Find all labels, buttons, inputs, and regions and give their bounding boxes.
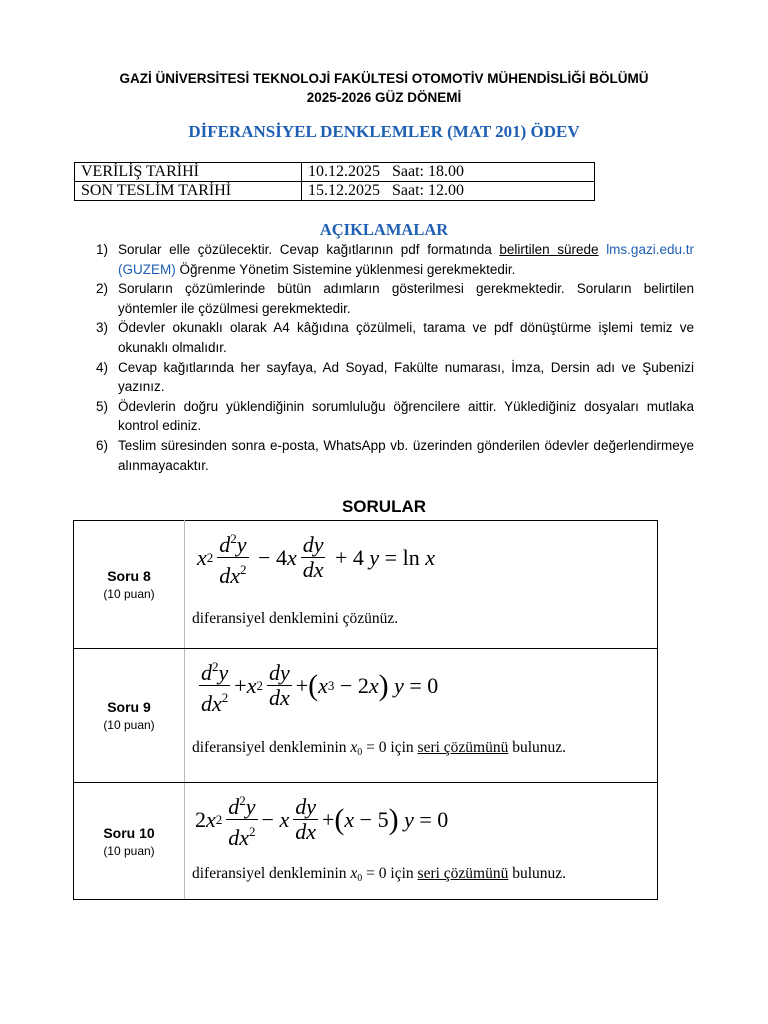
list-item (96, 358, 694, 397)
text-part: bulunuz. (508, 739, 567, 756)
questions-table (73, 520, 658, 900)
date-text: 15.12.2025 (308, 182, 380, 199)
lms-link[interactable]: lms.gazi.edu.tr (GUZEM) (118, 242, 694, 277)
list-item (96, 279, 694, 318)
question-text: diferansiyel denkleminin x0 = 0 için seri çözümünü bulunuz. (192, 865, 567, 884)
x0-symbol: x (350, 865, 358, 882)
item-underlined: belirtilen sürede (499, 242, 599, 257)
equation: $\frac{d^2y}{dx^2}$ + x 2 $\frac{dy}{dx}$ + ( x 3 − 2 x ) y = 0 (195, 655, 438, 716)
question-label (74, 649, 185, 783)
question-points: (10 puan) (103, 843, 155, 858)
item-text: Sorular elle çözülecektir. Cevap kağıtlarının pdf formatında (118, 242, 500, 257)
instructions-list (96, 240, 694, 475)
underlined-text: seri çözümünü (417, 739, 509, 756)
course-title: DİFERANSİYEL DENKLEMLER (MAT 201) ÖDEV (188, 122, 580, 141)
table-row (74, 649, 658, 783)
text-part: için (386, 739, 418, 756)
underlined-text: seri çözümünü (417, 865, 509, 882)
date-value (302, 163, 595, 182)
questions-title: SORULAR (341, 497, 427, 516)
item-number: 3) (96, 320, 109, 336)
date-value (302, 182, 595, 201)
item-number: 6) (96, 437, 109, 453)
x0-symbol: x (350, 739, 358, 756)
question-points: (10 puan) (103, 587, 155, 601)
date-text: 10.12.2025 (308, 163, 380, 180)
question-text: diferansiyel denklemini çözünüz. (192, 610, 399, 627)
text-part: = 0 (362, 739, 387, 756)
question-name: Soru 8 (107, 568, 151, 584)
list-item (96, 436, 694, 475)
question-body (185, 649, 658, 783)
question-name: Soru 10 (103, 824, 155, 841)
item-text: Cevap kağıtlarında her sayfaya, Ad Soyad, Fakülte numarası, İmza, Dersin adı ve Şubenizi yazınız. (118, 359, 694, 395)
question-text: diferansiyel denkleminin x0 = 0 için seri çözümünü bulunuz. (192, 739, 567, 758)
item-number: 5) (96, 398, 109, 414)
dates-table (74, 162, 595, 201)
list-item (96, 318, 694, 357)
text-part: diferansiyel denkleminin (192, 865, 351, 882)
item-number: 1) (96, 242, 109, 257)
date-label: VERİLİŞ TARİHİ (75, 163, 302, 182)
table-row (74, 521, 658, 649)
item-text: Teslim süresinden sonra e-posta, WhatsApp vb. üzerinden gönderilen ödevler değerlendirmeye alınmayacaktır. (118, 437, 694, 473)
time-text: Saat: 12.00 (392, 182, 464, 199)
table-row (75, 182, 595, 201)
semester-header: 2025-2026 GÜZ DÖNEMİ (306, 90, 462, 105)
equation: x 2 $\frac{d^2y}{dx^2}$ − 4 x $\frac{dy}{dx}$ + 4 y = ln x (197, 527, 435, 588)
faculty-header: GAZİ ÜNİVERSİTESİ TEKNOLOJİ FAKÜLTESİ OTOMOTİV MÜHENDİSLİĞİ BÖLÜMÜ (119, 71, 649, 86)
item-text: Ödevler okunaklı olarak A4 kâğıdına çözülmeli, tarama ve pdf dönüştürme işlemi temiz ve okunaklı olmalıdır. (118, 320, 694, 355)
item-text: Ödevlerin doğru yüklendiğinin sorumluluğu öğrencilere aittir. Yüklediğiniz dosyaları mutlaka kontrol ediniz. (118, 398, 694, 434)
item-number: 2) (96, 281, 109, 297)
question-body (185, 783, 658, 900)
time-text: Saat: 18.00 (392, 163, 464, 180)
question-body (185, 521, 658, 649)
question-label (74, 783, 185, 900)
item-text: Soruların çözümlerinde bütün adımların gösterilmesi gerekmektedir. Soruların belirtilen yöntemler ile çözülmesi gerekmektedir. (118, 281, 694, 316)
question-name: Soru 9 (107, 699, 151, 715)
list-item (96, 240, 694, 279)
instructions-title: AÇIKLAMALAR (319, 220, 449, 239)
table-row (75, 163, 595, 182)
text-part: bulunuz. (508, 865, 567, 882)
list-item (96, 397, 694, 436)
table-row (74, 783, 658, 900)
text-part: = 0 (362, 865, 387, 882)
question-points: (10 puan) (103, 718, 155, 732)
item-text: Öğrenme Yönetim Sistemine yüklenmesi gerekmektedir. (175, 261, 516, 277)
text-part: diferansiyel denkleminin (192, 739, 351, 756)
text-part: için (386, 865, 418, 882)
item-number: 4) (96, 359, 109, 375)
question-label (74, 521, 185, 649)
date-label: SON TESLİM TARİHİ (75, 182, 302, 201)
equation: 2 x 2 $\frac{d^2y}{dx^2}$ − x $\frac{dy}{dx}$ + ( x − 5 ) y = 0 (195, 789, 448, 850)
